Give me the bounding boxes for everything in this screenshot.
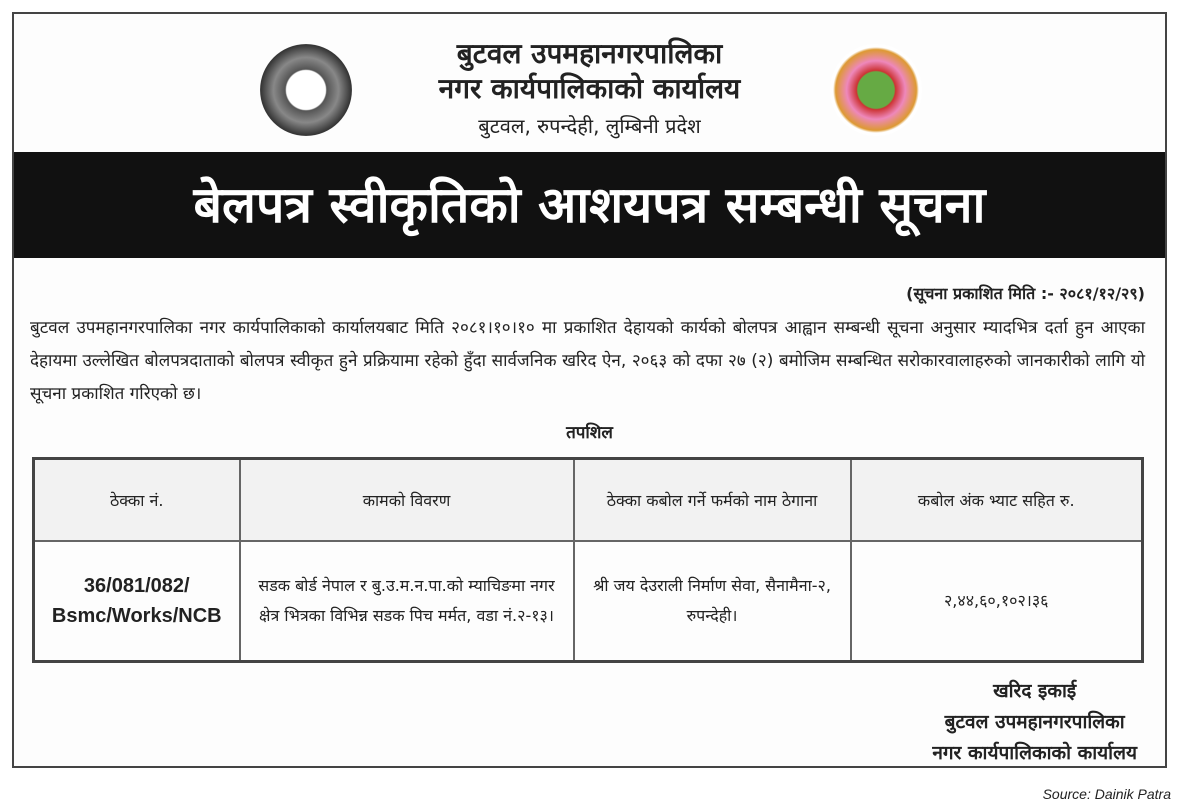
source-credit: Source: Dainik Patra: [1042, 786, 1171, 802]
office-name: नगर कार्यपालिकाको कार्यालय: [438, 72, 741, 105]
notice-document: [12, 12, 1167, 768]
org-name: बुटवल उपमहानगरपालिका: [456, 37, 723, 70]
signature-block: [932, 676, 1137, 769]
table-row: [34, 541, 1143, 662]
notice-title: बेलपत्र स्वीकृतिको आशयपत्र सम्बन्धी सूचना: [14, 152, 1165, 258]
col-work-description: कामको विवरण: [240, 459, 574, 541]
work-description: सडक बोर्ड नेपाल र बु.उ.म.न.पा.को म्याचिङमा नगर क्षेत्र भित्रका विभिन्न सडक पिच मर्मत, वडा नं.२-१३।: [240, 541, 574, 662]
firm-name: श्री जय देउराली निर्माण सेवा, सैनामैना-२, रुपन्देही।: [574, 541, 851, 662]
contract-table: [32, 457, 1144, 663]
contract-no: 36/081/082/ Bsmc/Works/NCB: [34, 541, 240, 662]
signature-org: बुटवल उपमहानगरपालिका: [944, 711, 1125, 733]
table-header-row: [34, 459, 1143, 541]
notice-body: बुटवल उपमहानगरपालिका नगर कार्यपालिकाको कार्यालयबाट मिति २०८१।१०।१० मा प्रकाशित देहायको कार्यको बोलपत्र आह्वान सम्बन्धी सूचना अनुसार म्यादभित्र दर्ता हुन आएका देहायमा उल्लेखित बोलपत्रदाताको बोलपत्र स्वीकृत हुने प्रक्रियामा रहेको हुँदा सार्वजनिक खरिद ऐन, २०६३ को दफा २७ (२) बमोजिम सम्बन्धित सरोकारवालाहरुको जानकारीको लागि यो सूचना प्रकाशित गरिएको छ।: [30, 318, 1145, 404]
office-address: बुटवल, रुपन्देही, लुम्बिनी प्रदेश: [478, 114, 701, 138]
col-bid-amount: कबोल अंक भ्याट सहित रु.: [851, 459, 1143, 541]
col-contract-no: ठेक्का नं.: [34, 459, 240, 541]
signature-unit: खरिद इकाई: [993, 680, 1077, 702]
bid-amount: २,४४,६०,१०२।३६: [851, 541, 1143, 662]
published-date: (सूचना प्रकाशित मिति :- २०८१/१२/२९): [906, 284, 1145, 303]
signature-office: नगर कार्यपालिकाको कार्यालय: [932, 742, 1137, 764]
details-heading: तपशिल: [566, 423, 613, 443]
col-firm-name: ठेक्का कबोल गर्ने फर्मको नाम ठेगाना: [574, 459, 851, 541]
